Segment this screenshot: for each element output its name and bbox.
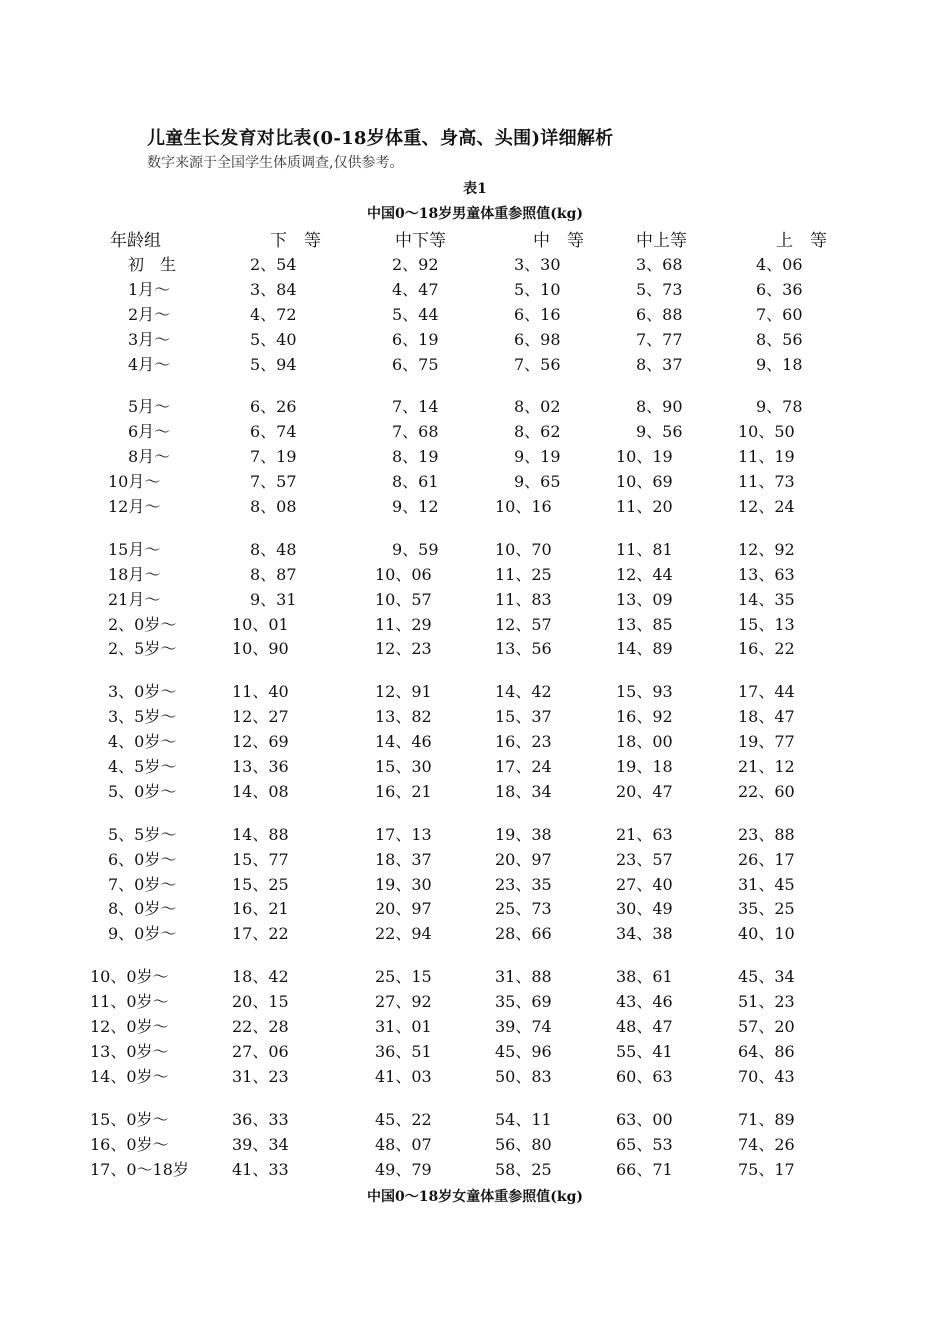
table-row [0, 1012, 950, 1037]
lower-middle-cell: 18、37 [375, 849, 432, 869]
table-row [0, 1062, 950, 1087]
lower-middle-cell: 12、91 [375, 682, 432, 702]
table-row [0, 585, 950, 610]
upper-cell: 8、56 [756, 329, 803, 349]
table-row [0, 777, 950, 802]
age-cell: 5、0岁～ [108, 781, 177, 801]
age-cell: 18月～ [108, 564, 161, 584]
upper-cell: 70、43 [738, 1066, 795, 1086]
upper-cell: 64、86 [738, 1041, 795, 1061]
table-row [0, 845, 950, 870]
table-row [0, 894, 950, 919]
lower-middle-cell: 13、82 [375, 707, 432, 727]
age-cell: 10月～ [108, 472, 161, 492]
age-cell: 2月～ [128, 304, 171, 324]
age-cell: 15、0岁～ [90, 1109, 169, 1129]
upper-middle-cell: 13、85 [616, 614, 673, 634]
table-caption: 中国0～18岁男童体重参照值(kg) [367, 206, 583, 222]
header-age-group: 年龄组 [110, 231, 161, 251]
header-upper: 上 等 [776, 231, 827, 251]
lower-cell: 6、74 [250, 422, 297, 442]
upper-middle-cell: 60、63 [616, 1066, 673, 1086]
upper-cell: 9、18 [756, 354, 803, 374]
age-cell: 6、0岁～ [108, 849, 177, 869]
middle-cell: 18、34 [495, 781, 552, 801]
age-cell: 7、0岁～ [108, 874, 177, 894]
upper-middle-cell: 34、38 [616, 924, 673, 944]
middle-cell: 3、30 [514, 255, 561, 274]
middle-cell: 58、25 [495, 1159, 552, 1179]
upper-middle-cell: 13、09 [616, 589, 673, 609]
middle-cell: 35、69 [495, 992, 552, 1012]
lower-middle-cell: 48、07 [375, 1134, 432, 1154]
lower-middle-cell: 19、30 [375, 874, 432, 894]
header-lower-middle: 中下等 [395, 231, 446, 251]
lower-middle-cell: 45、22 [375, 1109, 432, 1129]
table-row [0, 634, 950, 659]
age-cell: 2、0岁～ [108, 614, 177, 634]
upper-cell: 11、73 [738, 472, 795, 492]
age-cell: 12、0岁～ [90, 1017, 169, 1037]
upper-cell: 26、17 [738, 849, 795, 869]
lower-cell: 16、21 [232, 899, 289, 919]
upper-middle-cell: 65、53 [616, 1134, 673, 1154]
lower-middle-cell: 2、92 [392, 255, 439, 274]
middle-cell: 11、25 [495, 564, 552, 584]
age-cell: 4月～ [128, 354, 171, 374]
lower-cell: 20、15 [232, 992, 289, 1012]
upper-cell: 17、44 [738, 682, 795, 702]
lower-middle-cell: 5、44 [392, 304, 439, 324]
lower-middle-cell: 22、94 [375, 924, 432, 944]
age-cell: 15月～ [108, 539, 161, 559]
lower-middle-cell: 15、30 [375, 757, 432, 777]
middle-cell: 28、66 [495, 924, 552, 944]
lower-cell: 8、87 [250, 564, 297, 584]
middle-cell: 7、56 [514, 354, 561, 374]
table-row [0, 250, 950, 275]
age-cell: 3、5岁～ [108, 707, 177, 727]
lower-middle-cell: 41、03 [375, 1066, 432, 1086]
middle-cell: 8、62 [514, 422, 561, 442]
upper-cell: 16、22 [738, 639, 795, 659]
lower-cell: 5、94 [250, 354, 297, 374]
table-row [0, 1037, 950, 1062]
lower-cell: 7、57 [250, 472, 297, 492]
lower-middle-cell: 9、12 [392, 497, 439, 517]
lower-middle-cell: 11、29 [375, 614, 432, 634]
upper-middle-cell: 10、19 [616, 447, 673, 467]
table-row [0, 610, 950, 635]
age-cell: 3、0岁～ [108, 682, 177, 702]
lower-cell: 5、40 [250, 329, 297, 349]
upper-cell: 21、12 [738, 757, 795, 777]
lower-cell: 17、22 [232, 924, 289, 944]
upper-middle-cell: 11、81 [616, 539, 673, 559]
table-row [0, 1155, 950, 1180]
age-cell: 11、0岁～ [90, 992, 169, 1012]
header-middle: 中 等 [533, 231, 584, 251]
lower-cell: 6、26 [250, 397, 297, 417]
upper-middle-cell: 12、44 [616, 564, 673, 584]
age-cell: 13、0岁～ [90, 1041, 169, 1061]
upper-middle-cell: 18、00 [616, 732, 673, 752]
header-upper-middle: 中上等 [636, 231, 687, 251]
table-row [0, 492, 950, 517]
lower-middle-cell: 25、15 [375, 967, 432, 987]
age-cell: 3月～ [128, 329, 171, 349]
middle-cell: 20、97 [495, 849, 552, 869]
lower-middle-cell: 12、23 [375, 639, 432, 659]
table-header-row [0, 226, 950, 251]
upper-cell: 15、13 [738, 614, 795, 634]
table-row [0, 467, 950, 492]
lower-cell: 18、42 [232, 967, 289, 987]
middle-cell: 31、88 [495, 967, 552, 987]
lower-middle-cell: 10、57 [375, 589, 432, 609]
middle-cell: 9、65 [514, 472, 561, 492]
middle-cell: 13、56 [495, 639, 552, 659]
lower-cell: 41、33 [232, 1159, 289, 1179]
age-cell: 5月～ [128, 397, 171, 417]
table-label: 表1 [463, 181, 487, 197]
upper-middle-cell: 16、92 [616, 707, 673, 727]
upper-middle-cell: 38、61 [616, 967, 673, 987]
document-title: 儿童生长发育对比表(0-18岁体重、身高、头围)详细解析 [147, 128, 614, 149]
upper-cell: 19、77 [738, 732, 795, 752]
age-cell: 6月～ [128, 422, 171, 442]
upper-cell: 12、24 [738, 497, 795, 517]
table-row [0, 870, 950, 895]
middle-cell: 10、70 [495, 539, 552, 559]
upper-cell: 40、10 [738, 924, 795, 944]
age-cell: 10、0岁～ [90, 967, 169, 987]
upper-middle-cell: 10、69 [616, 472, 673, 492]
upper-cell: 11、19 [738, 447, 795, 467]
lower-middle-cell: 31、01 [375, 1017, 432, 1037]
lower-middle-cell: 14、46 [375, 732, 432, 752]
lower-cell: 11、40 [232, 682, 289, 702]
middle-cell: 19、38 [495, 824, 552, 844]
lower-middle-cell: 27、92 [375, 992, 432, 1012]
lower-cell: 39、34 [232, 1134, 289, 1154]
lower-middle-cell: 8、19 [392, 447, 439, 467]
lower-cell: 14、08 [232, 781, 289, 801]
lower-middle-cell: 7、14 [392, 397, 439, 417]
upper-cell: 4、06 [756, 255, 803, 274]
table-row [0, 417, 950, 442]
upper-cell: 6、36 [756, 279, 803, 299]
lower-cell: 15、25 [232, 874, 289, 894]
lower-middle-cell: 7、68 [392, 422, 439, 442]
middle-cell: 39、74 [495, 1017, 552, 1037]
middle-cell: 5、10 [514, 279, 561, 299]
age-cell: 16、0岁～ [90, 1134, 169, 1154]
upper-middle-cell: 21、63 [616, 824, 673, 844]
age-cell: 21月～ [108, 589, 161, 609]
middle-cell: 45、96 [495, 1041, 552, 1061]
lower-cell: 7、19 [250, 447, 297, 467]
upper-middle-cell: 43、46 [616, 992, 673, 1012]
age-cell: 4、0岁～ [108, 732, 177, 752]
age-cell: 17、0～18岁 [90, 1159, 189, 1179]
upper-middle-cell: 7、77 [636, 329, 683, 349]
middle-cell: 6、16 [514, 304, 561, 324]
lower-cell: 4、72 [250, 304, 297, 324]
upper-middle-cell: 20、47 [616, 781, 673, 801]
middle-cell: 50、83 [495, 1066, 552, 1086]
lower-middle-cell: 17、13 [375, 824, 432, 844]
table-row [0, 442, 950, 467]
lower-middle-cell: 49、79 [375, 1159, 432, 1179]
middle-cell: 12、57 [495, 614, 552, 634]
upper-middle-cell: 6、88 [636, 304, 683, 324]
table-row [0, 1105, 950, 1130]
lower-middle-cell: 16、21 [375, 781, 432, 801]
middle-cell: 25、73 [495, 899, 552, 919]
middle-cell: 15、37 [495, 707, 552, 727]
middle-cell: 14、42 [495, 682, 552, 702]
middle-cell: 54、11 [495, 1109, 552, 1129]
table-row [0, 677, 950, 702]
upper-cell: 7、60 [756, 304, 803, 324]
lower-cell: 12、69 [232, 732, 289, 752]
upper-middle-cell: 9、56 [636, 422, 683, 442]
table-row [0, 535, 950, 560]
next-table-caption: 中国0～18岁女童体重参照值(kg) [367, 1189, 583, 1205]
age-cell: 4、5岁～ [108, 757, 177, 777]
upper-cell: 10、50 [738, 422, 795, 442]
upper-cell: 75、17 [738, 1159, 795, 1179]
upper-middle-cell: 8、37 [636, 354, 683, 374]
lower-cell: 13、36 [232, 757, 289, 777]
table-row [0, 820, 950, 845]
upper-cell: 57、20 [738, 1017, 795, 1037]
lower-cell: 3、84 [250, 279, 297, 299]
table-row [0, 325, 950, 350]
middle-cell: 8、02 [514, 397, 561, 417]
middle-cell: 9、19 [514, 447, 561, 467]
table-row [0, 752, 950, 777]
age-cell: 12月～ [108, 497, 161, 517]
table-row [0, 702, 950, 727]
table-row [0, 987, 950, 1012]
upper-cell: 22、60 [738, 781, 795, 801]
upper-middle-cell: 19、18 [616, 757, 673, 777]
upper-cell: 18、47 [738, 707, 795, 727]
upper-cell: 31、45 [738, 874, 795, 894]
table-row [0, 560, 950, 585]
lower-middle-cell: 6、75 [392, 354, 439, 374]
weight-table-body [0, 250, 950, 1179]
document-subtitle: 数字来源于全国学生体质调查,仅供参考。 [147, 155, 404, 171]
upper-middle-cell: 8、90 [636, 397, 683, 417]
lower-middle-cell: 6、19 [392, 329, 439, 349]
middle-cell: 16、23 [495, 732, 552, 752]
middle-cell: 11、83 [495, 589, 552, 609]
upper-middle-cell: 55、41 [616, 1041, 673, 1061]
age-cell: 9、0岁～ [108, 924, 177, 944]
upper-cell: 14、35 [738, 589, 795, 609]
upper-middle-cell: 63、00 [616, 1109, 673, 1129]
upper-cell: 23、88 [738, 824, 795, 844]
table-row [0, 392, 950, 417]
middle-cell: 23、35 [495, 874, 552, 894]
table-row [0, 350, 950, 375]
upper-cell: 51、23 [738, 992, 795, 1012]
table-row [0, 275, 950, 300]
lower-cell: 8、08 [250, 497, 297, 517]
upper-cell: 13、63 [738, 564, 795, 584]
lower-cell: 15、77 [232, 849, 289, 869]
table-row [0, 1130, 950, 1155]
middle-cell: 6、98 [514, 329, 561, 349]
lower-cell: 2、54 [250, 255, 297, 274]
table-row [0, 727, 950, 752]
upper-middle-cell: 15、93 [616, 682, 673, 702]
header-lower: 下 等 [270, 231, 321, 251]
age-cell: 8月～ [128, 447, 171, 467]
upper-cell: 9、78 [756, 397, 803, 417]
upper-middle-cell: 14、89 [616, 639, 673, 659]
middle-cell: 10、16 [495, 497, 552, 517]
lower-cell: 31、23 [232, 1066, 289, 1086]
lower-cell: 10、90 [232, 639, 289, 659]
age-cell: 5、5岁～ [108, 824, 177, 844]
lower-cell: 10、01 [232, 614, 289, 634]
table-row [0, 919, 950, 944]
lower-cell: 12、27 [232, 707, 289, 727]
lower-cell: 8、48 [250, 539, 297, 559]
lower-middle-cell: 8、61 [392, 472, 439, 492]
upper-cell: 12、92 [738, 539, 795, 559]
upper-cell: 35、25 [738, 899, 795, 919]
lower-middle-cell: 10、06 [375, 564, 432, 584]
age-cell: 1月～ [128, 279, 171, 299]
lower-cell: 36、33 [232, 1109, 289, 1129]
middle-cell: 56、80 [495, 1134, 552, 1154]
age-cell: 2、5岁～ [108, 639, 177, 659]
lower-cell: 14、88 [232, 824, 289, 844]
middle-cell: 17、24 [495, 757, 552, 777]
upper-cell: 74、26 [738, 1134, 795, 1154]
age-cell: 8、0岁～ [108, 899, 177, 919]
upper-middle-cell: 23、57 [616, 849, 673, 869]
table-row [0, 300, 950, 325]
lower-middle-cell: 36、51 [375, 1041, 432, 1061]
lower-middle-cell: 9、59 [392, 539, 439, 559]
lower-middle-cell: 20、97 [375, 899, 432, 919]
lower-cell: 22、28 [232, 1017, 289, 1037]
upper-middle-cell: 66、71 [616, 1159, 673, 1179]
upper-middle-cell: 48、47 [616, 1017, 673, 1037]
lower-cell: 27、06 [232, 1041, 289, 1061]
upper-middle-cell: 30、49 [616, 899, 673, 919]
age-cell: 初 生 [128, 255, 177, 274]
table-row [0, 962, 950, 987]
upper-cell: 71、89 [738, 1109, 795, 1129]
lower-middle-cell: 4、47 [392, 279, 439, 299]
upper-middle-cell: 27、40 [616, 874, 673, 894]
upper-middle-cell: 5、73 [636, 279, 683, 299]
upper-cell: 45、34 [738, 967, 795, 987]
lower-cell: 9、31 [250, 589, 297, 609]
upper-middle-cell: 11、20 [616, 497, 673, 517]
upper-middle-cell: 3、68 [636, 255, 683, 274]
age-cell: 14、0岁～ [90, 1066, 169, 1086]
